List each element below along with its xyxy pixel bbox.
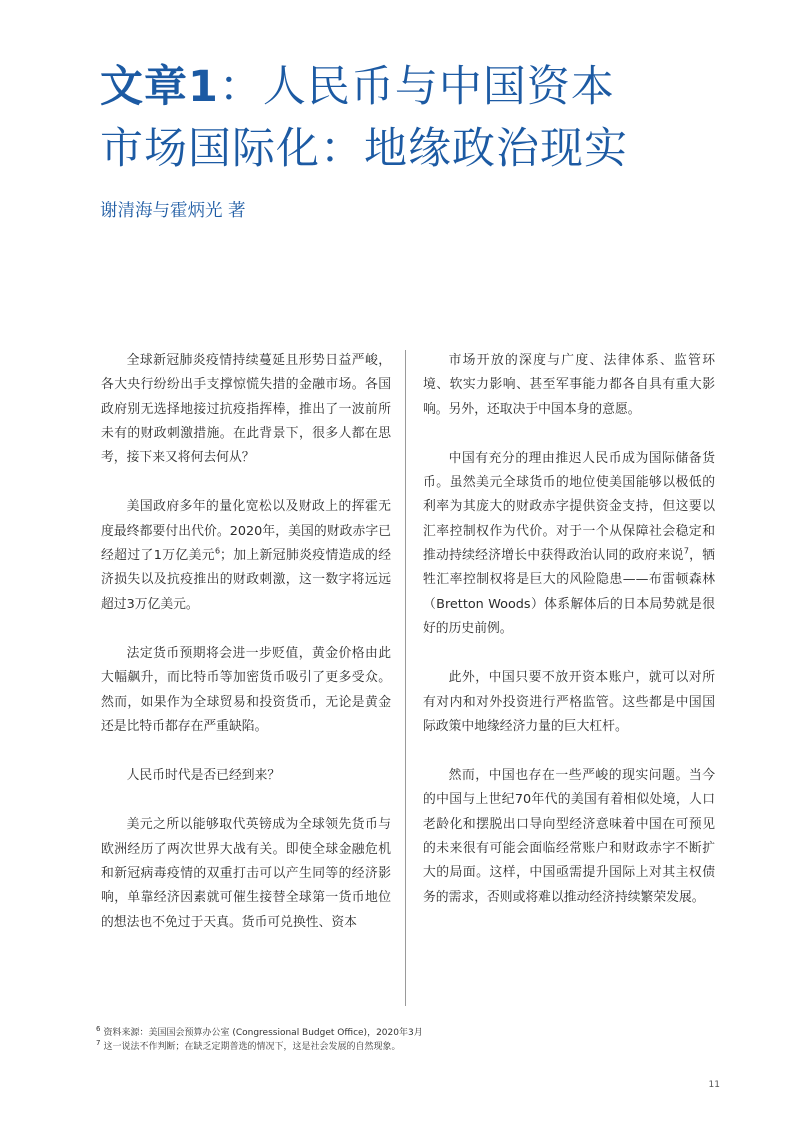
section-question: 人民币时代是否已经到来？ xyxy=(126,768,281,784)
footnote-number: 6 xyxy=(96,1025,101,1033)
paragraph: 此外，中国只要不放开资本账户，就可以对所有对内和对外投资进行严格监管。这些都是中国国际政策中地缘经济力量的巨大杠杆。 xyxy=(423,670,715,734)
right-column xyxy=(423,349,715,935)
paragraph-text: 中国有充分的理由推迟人民币成为国际储备货币。虽然美元全球货币的地位使美国能够以极低的利率为其庞大的财政赤字提供资金支持，但这要以汇率控制权作为代价。对于一个从保障社会稳定和推动持续经济增长中获得政治认同的政府来说 xyxy=(423,450,715,564)
footnote-ref: 7 xyxy=(683,546,689,556)
paragraph xyxy=(423,447,715,641)
footnotes xyxy=(96,1026,736,1054)
footnote-item xyxy=(96,1040,736,1054)
paragraph-text: 美国政府多年的量化宽松以及财政上的挥霍无度最终都要付出代价。2020年，美国的财政赤字已经超过了1万亿美元 xyxy=(101,499,391,564)
paragraph: 美元之所以能够取代英镑成为全球领先货币与欧洲经历了两次世界大战有关。即使全球金融危机和新冠病毒疫情的双重打击可以产生同等的经济影响，单靠经济因素就可催生接替全球第一货币地位的想法也不免过于天真。货币可兑换性、资本 xyxy=(101,817,391,930)
paragraph: 市场开放的深度与广度、法律体系、监管环境、软实力影响、甚至军事能力都各自具有重大影响。另外，还取决于中国本身的意愿。 xyxy=(423,353,715,417)
article-authors: 谢清海与霍炳光 著 xyxy=(100,201,246,221)
title-line-2: 市场国际化：地缘政治现实 xyxy=(100,124,628,174)
footnote-item xyxy=(96,1026,736,1040)
title-chapter-label: 文章1 xyxy=(100,62,219,112)
title-main-part: ：人民币与中国资本 xyxy=(218,62,615,112)
article-title xyxy=(100,56,740,180)
footnote-text: 这一说法不作判断；在缺乏定期普选的情况下，这是社会发展的自然现象。 xyxy=(103,1042,401,1052)
footnote-number: 7 xyxy=(96,1039,101,1047)
footnote-text: 资料来源：美国国会预算办公室 (Congressional Budget Office)，2020年3月 xyxy=(103,1028,423,1038)
column-divider xyxy=(405,350,406,1006)
left-column xyxy=(101,349,391,960)
paragraph xyxy=(101,495,391,616)
footnote-ref: 6 xyxy=(214,546,221,556)
page-number: 11 xyxy=(708,1080,720,1090)
paragraph-text: ；加上新冠肺炎疫情造成的经济损失以及抗疫推出的财政刺激，这一数字将远远超过3万亿美元。 xyxy=(101,548,391,612)
paragraph-text: ，牺牲汇率控制权将是巨大的风险隐患——布雷顿森林（Bretton Woods）体系解体后的日本局势就是很好的历史前例。 xyxy=(423,548,716,636)
paragraph: 然而，中国也存在一些严峻的现实问题。当今的中国与上世纪70年代的美国有着相似处境，人口老龄化和摆脱出口导向型经济意味着中国在可预见的未来很有可能会面临经常账户和财政赤字不断扩大的局面。这样，中国亟需提升国际上对其主权债务的需求，否则或将难以推动经济持续繁荣发展。 xyxy=(423,768,715,905)
title-line-1 xyxy=(100,56,740,118)
paragraph: 全球新冠肺炎疫情持续蔓延且形势日益严峻，各大央行纷纷出手支撑惊慌失措的金融市场。各国政府别无选择地接过抗疫指挥棒，推出了一波前所未有的财政刺激措施。在此背景下，很多人都在思考，接下来又将何去何从？ xyxy=(101,353,391,466)
paragraph: 法定货币预期将会进一步贬值，黄金价格由此大幅飙升，而比特币等加密货币吸引了更多受众。然而，如果作为全球贸易和投资货币，无论是黄金还是比特币都存在严重缺陷。 xyxy=(101,645,391,734)
